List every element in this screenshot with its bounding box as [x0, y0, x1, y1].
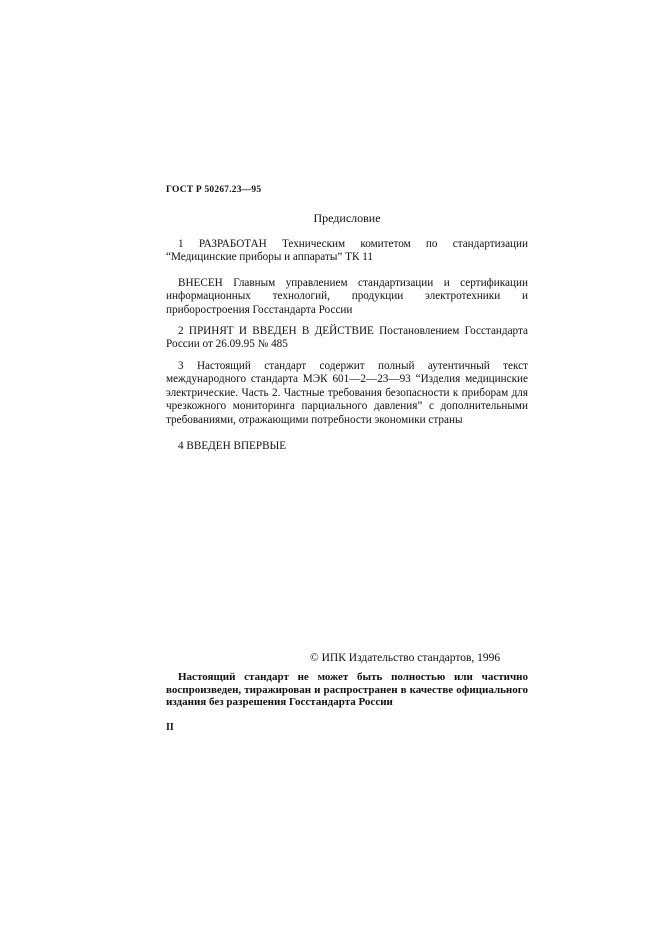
- paragraph-adopted: [166, 325, 528, 352]
- paragraph-developed-by: [166, 238, 528, 265]
- paragraph-text: ВНЕСЕН Главным управлением стандартизации и сертификации информационных технологий, продукции электротехники и приборостроения Госстандарта России: [166, 277, 528, 316]
- reproduction-notice: [166, 671, 528, 709]
- paragraph-introduced-by: [166, 277, 528, 317]
- foreword-title: Предисловие: [313, 211, 381, 225]
- document-header: ГОСТ Р 50267.23—95: [166, 185, 262, 195]
- paragraph-first-introduced: [166, 440, 528, 453]
- copyright-line: © ИПК Издательство стандартов, 1996: [310, 652, 501, 664]
- paragraph-text: 2 ПРИНЯТ И ВВЕДЕН В ДЕЙСТВИЕ Постановлением Госстандарта России от 26.09.95 № 485: [166, 325, 528, 351]
- page-number: II: [166, 722, 174, 733]
- paragraph-standard-content: [166, 360, 528, 427]
- notice-text: Настоящий стандарт не может быть полностью или частично воспроизведен, тиражирован и распространен в качестве официального издания без разрешения Госстандарта России: [166, 671, 528, 709]
- paragraph-text: 3 Настоящий стандарт содержит полный аутентичный текст международного стандарта МЭК 601—2—23—93 “Изделия медицинские электрические. Часть 2. Частные требования безопасности к приборам для чрезкожного мониторинга парциального давления” с дополнительными требованиями, отражающими потребности экономики страны: [166, 360, 528, 426]
- paragraph-text: 1 РАЗРАБОТАН Техническим комитетом по стандартизации “Медицинские приборы и аппараты” ТК 11: [166, 238, 528, 264]
- paragraph-text: 4 ВВЕДЕН ВПЕРВЫЕ: [178, 440, 287, 452]
